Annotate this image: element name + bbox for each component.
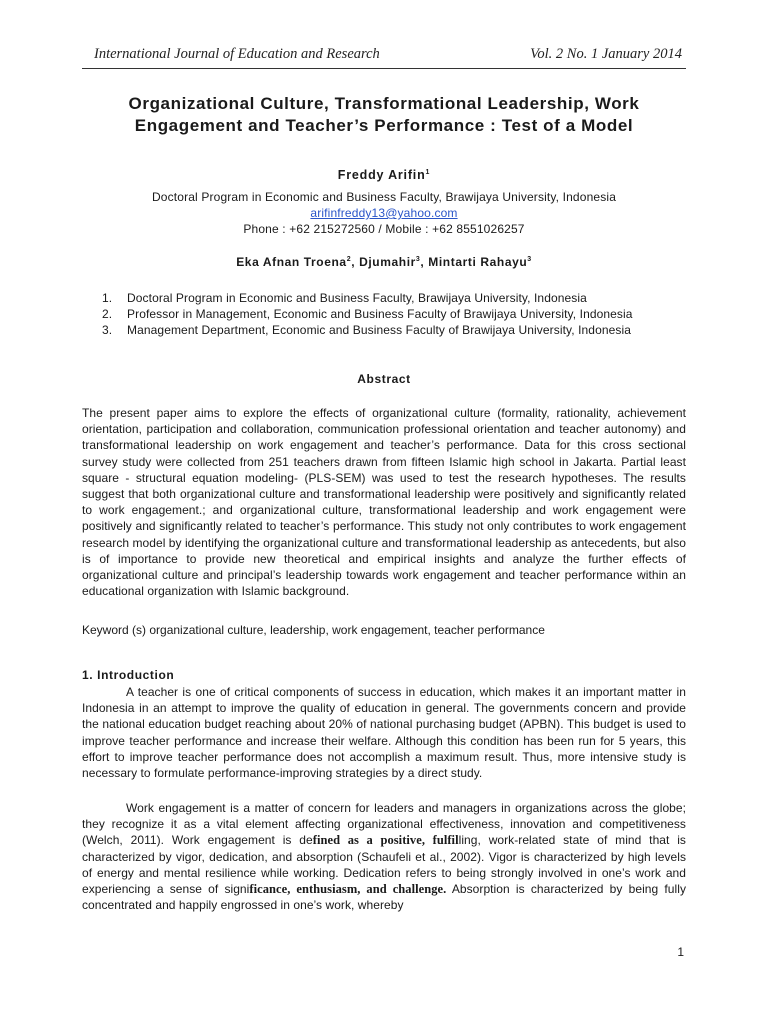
affiliation-text: Professor in Management, Economic and Business Faculty of Brawijaya University, Indonesia — [127, 307, 633, 321]
affiliation-number: 3. — [102, 323, 113, 337]
affiliation-text: Management Department, Economic and Business Faculty of Brawijaya University, Indonesia — [127, 323, 632, 337]
section-heading-introduction: 1. Introduction — [82, 668, 175, 682]
abstract-heading: Abstract — [357, 372, 411, 386]
coauthor-name: Mintarti Rahayu — [428, 255, 528, 269]
paragraph-text-serif: ficance, enthusiasm, and challenge. — [249, 882, 447, 897]
affiliation-number: 2. — [102, 307, 113, 321]
paragraph-text: ling, work-related state of mind that is characterized by vigor, dedication, and absorption (Schaufeli et al., 2002). Vigor is characterized by high levels of energy and mental resilience while working. Dedication refers to being strongly involved in one’s work and experiencing a sense of signi — [82, 833, 686, 897]
coauthor-mark: 3 — [527, 256, 532, 263]
coauthor-mark: 2 — [346, 256, 352, 263]
page-number: 1 — [677, 945, 684, 959]
author-name: Freddy Arifin — [337, 168, 426, 182]
coauthor-separator: , — [351, 255, 360, 269]
author-mark: 1 — [425, 168, 431, 176]
coauthor-name: Eka Afnan Troena — [236, 255, 347, 269]
coauthor-mark: 3 — [415, 256, 421, 263]
author-affiliation: Doctoral Program in Economic and Business Faculty, Brawijaya University, Indonesia — [151, 190, 617, 204]
keywords: Keyword (s) organizational culture, leadership, work engagement, teacher performance — [82, 623, 545, 637]
title-line-2: Engagement and Teacher’s Performance : Test of a Model — [134, 116, 634, 135]
affiliation-item — [100, 290, 708, 306]
author-email-link[interactable]: arifinfreddy13@yahoo.com — [310, 206, 458, 220]
journal-name: International Journal of Education and Research — [94, 46, 380, 62]
affiliation-text: Doctoral Program in Economic and Business Faculty, Brawijaya University, Indonesia — [127, 291, 587, 305]
affiliation-number: 1. — [102, 291, 113, 305]
paragraph-text: Absorption is characterized by being fully concentrated and happily engrossed in one’s work, whereby — [82, 882, 687, 913]
affiliation-item — [100, 322, 708, 338]
coauthor-list — [40, 255, 728, 270]
introduction-paragraph-2 — [82, 800, 686, 913]
affiliation-item — [100, 306, 708, 322]
author-phone: Phone : +62 215272560 / Mobile : +62 8551026257 — [243, 222, 525, 236]
header-divider — [82, 68, 686, 69]
running-header — [82, 44, 686, 68]
journal-issue: Vol. 2 No. 1 January 2014 — [530, 46, 682, 62]
abstract-text: The present paper aims to explore the effects of organizational culture (formality, rationality, achievement orientation, participation and collaboration, communication professional orientation and teacher autonomy) and transformational leadership on work engagement and teacher’s performance. Data for this cross sectional survey study were collected from 251 teachers drawn from fifteen Islamic high school in Jakarta. Partial least square - structural equation modeling- (PLS-SEM) was used to test the research hypotheses. The results suggest that both organizational culture and transformational leadership were positively and significantly related to work engagement.; and organizational culture, transformational leadership and work engagement were positively and significantly related to teacher’s performance. This study not only contributes to work engagement research model by identifying the organizational culture and transformational leadership as antecedents, but also is of importance to provide new theoretical and empirical insights and analyze the further effects of organizational culture and principal’s leadership towards work engagement and teacher performance within an educational organization with Islamic background. — [82, 406, 687, 599]
main-author — [40, 168, 728, 183]
affiliation-list — [100, 290, 708, 338]
coauthor-name: Djumahir — [359, 255, 416, 269]
paragraph-text: Work engagement is a matter of concern for leaders and managers in organizations across the globe; they recognize it as a vital element affecting organizational effectiveness, innovation and competitiveness (Welch, 2011). Work engagement is de — [82, 801, 686, 848]
coauthor-separator: , — [420, 255, 429, 269]
title-line-1: Organizational Culture, Transformational Leadership, Work — [128, 94, 640, 113]
paragraph-text-serif: fined as a positive, fulfil — [312, 833, 459, 848]
introduction-paragraph-1: A teacher is one of critical components of success in education, which makes it an important matter in Indonesia in an attempt to improve the quality of education in general. The governments concern and provide the national education budget reaching about 20% of national purchasing budget (APBN). This budget is used to improve teacher performance and increase their welfare. Although this condition has been run for 5 years, this effort to improve teacher performance does not accomplish a maximum result. Thus, more intensive study is necessary to formulate performance-improving strategies by a direct study. — [82, 685, 686, 781]
paper-title — [60, 93, 708, 137]
